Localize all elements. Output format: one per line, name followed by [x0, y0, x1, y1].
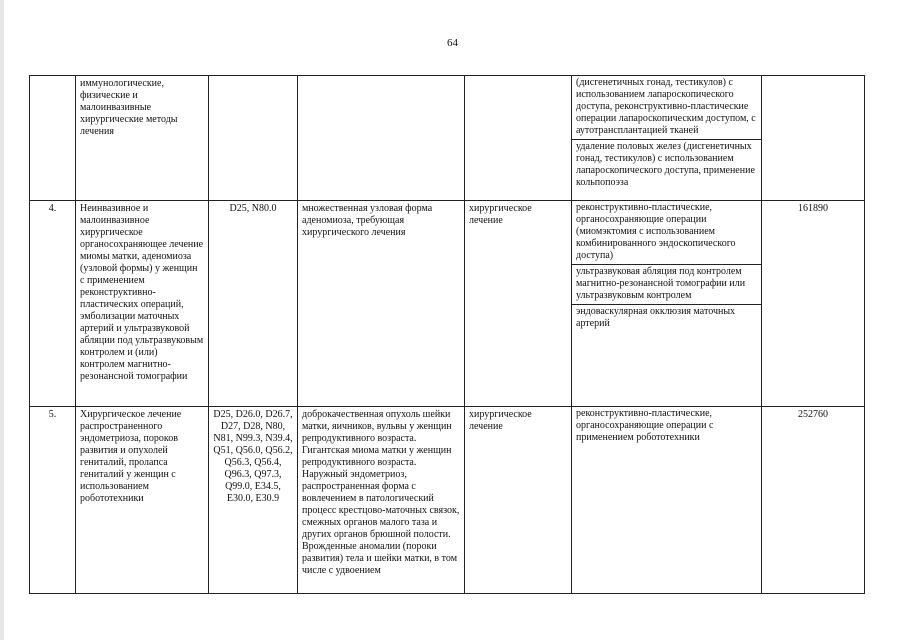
treatment-methods — [572, 201, 762, 407]
row-number: 5. — [30, 407, 76, 594]
procedure-name: иммунологические, физические и малоинвазивные хирургические методы лечения — [76, 76, 209, 201]
treatment-table — [29, 75, 865, 594]
treatment-type — [465, 76, 572, 201]
method-item: (дисгенетичных гонад, тестикулов) с использованием лапароскопического доступа, реконструктивно-пластические операции лапароскопическим доступом, с аутотрансплантацией тканей — [572, 76, 761, 140]
table-row — [30, 407, 865, 594]
scan-edge-shadow — [0, 0, 4, 640]
patient-model: доброкачественная опухоль шейки матки, яичников, вульвы у женщин репродуктивного возраста. Гигантская миома матки у женщин репродуктивного возраста. Наружный эндометриоз, распространенная форма с вовлечением в патологический процесс крестцово-маточных связок, смежных органов малого таза и других органов брюшной полости. Врожденные аномалии (пороки развития) тела и шейки матки, в том числе с удвоением — [298, 407, 465, 594]
table-row — [30, 76, 865, 201]
icd-codes: D25, D26.0, D26.7, D27, D28, N80, N81, N99.3, N39.4, Q51, Q56.0, Q56.2, Q56.3, Q56.4, Q96.3, Q97.3, Q99.0, E34.5, E30.0, E30.9 — [209, 407, 298, 594]
method-item: реконструктивно-пластические, органосохраняющие операции с применением робототехники — [576, 408, 714, 443]
method-item: эндоваскулярная окклюзия маточных артерий — [576, 306, 736, 329]
icd-codes — [209, 76, 298, 201]
treatment-type: хирургическое лечение — [465, 201, 572, 407]
patient-model: множественная узловая форма аденомиоза, требующая хирургического лечения — [298, 201, 465, 407]
icd-codes: D25, N80.0 — [209, 201, 298, 407]
cost-value — [762, 76, 865, 201]
procedure-name: Хирургическое лечение распространенного эндометриоза, пороков развития и опухолей гениталий, пролапса гениталий у женщин с использованием робототехники — [76, 407, 209, 594]
page-number: 64 — [447, 37, 458, 49]
treatment-methods — [572, 76, 762, 201]
method-item: ультразвуковая абляция под контролем магнитно-резонансной томографии или ультразвуковым контролем — [572, 265, 761, 305]
table-row — [30, 201, 865, 407]
row-number: 4. — [30, 201, 76, 407]
method-item: удаление половых желез (дисгенетичных гонад, тестикулов) с использованием лапароскопического доступа, применение кольпопоэза — [576, 141, 755, 188]
cost-value: 161890 — [762, 201, 865, 407]
treatment-type: хирургическое лечение — [465, 407, 572, 594]
treatment-methods — [572, 407, 762, 594]
cost-value: 252760 — [762, 407, 865, 594]
patient-model — [298, 76, 465, 201]
method-item: реконструктивно-пластические, органосохраняющие операции (миомэктомия с использованием комбинированного эндоскопического доступа) — [572, 201, 761, 265]
row-number — [30, 76, 76, 201]
procedure-name: Неинвазивное и малоинвазивное хирургическое органосохраняющее лечение миомы матки, аденомиоза (узловой формы) у женщин с применением реконструктивно-пластических операций, эмболизации маточных артерий и ультразвуковой абляции под ультразвуковым контролем и (или) контролем магнитно-резонансной томографии — [76, 201, 209, 407]
